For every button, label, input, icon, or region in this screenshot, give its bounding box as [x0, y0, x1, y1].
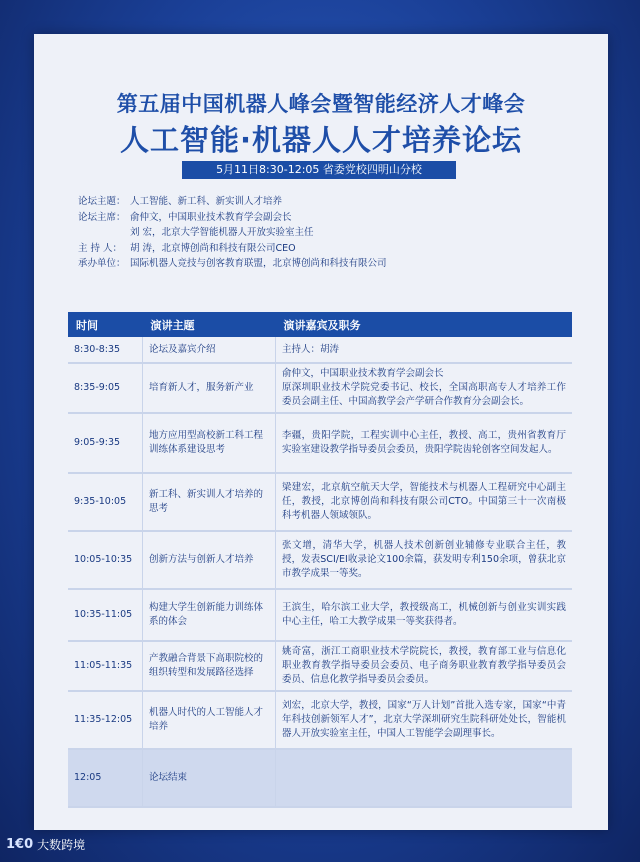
cell-time: 9:05-9:35 — [68, 413, 143, 473]
cell-time: 11:05-11:35 — [68, 641, 143, 691]
cell-speaker: 梁建宏，北京航空航天大学，智能技术与机器人工程研究中心副主任，教授，北京博创尚和科技有限公司CTO。中国第三十一次南极科考机器人领域领队。 — [276, 473, 573, 531]
cell-topic: 创新方法与创新人才培养 — [143, 531, 276, 589]
info-value: 人工智能、新工科、新实训人才培养 — [130, 196, 283, 207]
date-place-banner: 5月11日8:30-12:05 省委党校四明山分校 — [182, 161, 456, 179]
cell-speaker: 张文增，清华大学，机器人技术创新创业辅修专业联合主任，教授，发表SCI/EI收录论文100余篇，获发明专利150余项，曾获北京市教学成果一等奖。 — [276, 531, 573, 589]
forum-info — [78, 194, 578, 272]
info-row — [78, 225, 578, 241]
table-header-row — [68, 312, 572, 337]
cell-time: 10:35-11:05 — [68, 589, 143, 641]
info-row — [78, 241, 578, 257]
info-value: 刘 宏，北京大学智能机器人开放实验室主任 — [130, 227, 314, 238]
cell-time: 12:05 — [68, 749, 143, 807]
cell-topic: 新工科、新实训人才培养的思考 — [143, 473, 276, 531]
brand-mark: 1€0 — [6, 837, 34, 852]
cell-time: 8:30-8:35 — [68, 337, 143, 363]
table-row — [68, 531, 572, 589]
table-row — [68, 473, 572, 531]
schedule-table — [68, 312, 572, 808]
table-row — [68, 691, 572, 749]
poster-card — [34, 34, 608, 830]
brand-logo — [6, 836, 85, 853]
cell-topic: 地方应用型高校新工科工程训练体系建设思考 — [143, 413, 276, 473]
table-row — [68, 363, 572, 413]
cell-time: 9:35-10:05 — [68, 473, 143, 531]
info-value: 国际机器人竞技与创客教育联盟，北京博创尚和科技有限公司 — [130, 258, 387, 269]
table-row — [68, 589, 572, 641]
cell-speaker: 王滨生，哈尔滨工业大学，教授级高工，机械创新与创业实训实践中心主任，哈工大教学成果一等奖获得者。 — [276, 589, 573, 641]
cell-topic: 产教融合背景下高职院校的组织转型和发展路径选择 — [143, 641, 276, 691]
cell-speaker: 俞仲文，中国职业技术教育学会副会长 原深圳职业技术学院党委书记、校长，全国高职高专人才培养工作委员会副主任、中国高教学会产学研合作教育分会副会长。 — [276, 363, 573, 413]
cell-topic: 机器人时代的人工智能人才培养 — [143, 691, 276, 749]
cell-topic: 论坛结束 — [143, 749, 276, 807]
info-key: 主 持 人： — [78, 242, 123, 254]
header-time: 时间 — [68, 312, 143, 337]
cell-speaker: 刘宏，北京大学，教授，国家“万人计划”首批入选专家，国家“中青年科技创新领军人才”，北京大学深圳研究生院科研处处长，智能机器人开放实验室主任，中国人工智能学会副理事长。 — [276, 691, 573, 749]
info-row — [78, 194, 578, 210]
info-key: 论坛主席： — [78, 211, 126, 223]
cell-topic: 培育新人才，服务新产业 — [143, 363, 276, 413]
cell-speaker: 主持人：胡涛 — [276, 337, 573, 363]
brand-name: 大数跨境 — [37, 838, 86, 852]
table-row — [68, 749, 572, 807]
table-row — [68, 413, 572, 473]
cell-speaker: 李疆，贵阳学院，工程实训中心主任，教授、高工，贵州省教育厅实验室建设教学指导委员会委员，贵阳学院齿轮创客空间发起人。 — [276, 413, 573, 473]
info-row — [78, 210, 578, 226]
header-topic: 演讲主题 — [143, 312, 276, 337]
header-speaker: 演讲嘉宾及职务 — [276, 312, 573, 337]
cell-speaker: 姚奇富，浙江工商职业技术学院院长，教授，教育部工业与信息化职业教育教学指导委员会委员、电子商务职业教育教学指导委员会委员、信息化教学指导委员会委员。 — [276, 641, 573, 691]
cell-time: 8:35-9:05 — [68, 363, 143, 413]
cell-topic: 论坛及嘉宾介绍 — [143, 337, 276, 363]
forum-title: 人工智能·机器人人才培养论坛 — [119, 123, 523, 157]
info-value: 俞仲文，中国职业技术教育学会副会长 — [130, 211, 292, 223]
table-row — [68, 337, 572, 363]
cell-time: 11:35-12:05 — [68, 691, 143, 749]
info-key: 论坛主题： — [78, 196, 126, 207]
info-value: 胡 涛，北京博创尚和科技有限公司CEO — [130, 242, 296, 254]
info-key — [78, 225, 130, 241]
cell-topic: 构建大学生创新能力训练体系的体会 — [143, 589, 276, 641]
info-key: 承办单位： — [78, 258, 126, 269]
cell-speaker — [276, 749, 573, 807]
table-row — [68, 641, 572, 691]
info-row — [78, 256, 578, 272]
event-title: 第五届中国机器人峰会暨智能经济人才峰会 — [116, 92, 526, 116]
cell-time: 10:05-10:35 — [68, 531, 143, 589]
